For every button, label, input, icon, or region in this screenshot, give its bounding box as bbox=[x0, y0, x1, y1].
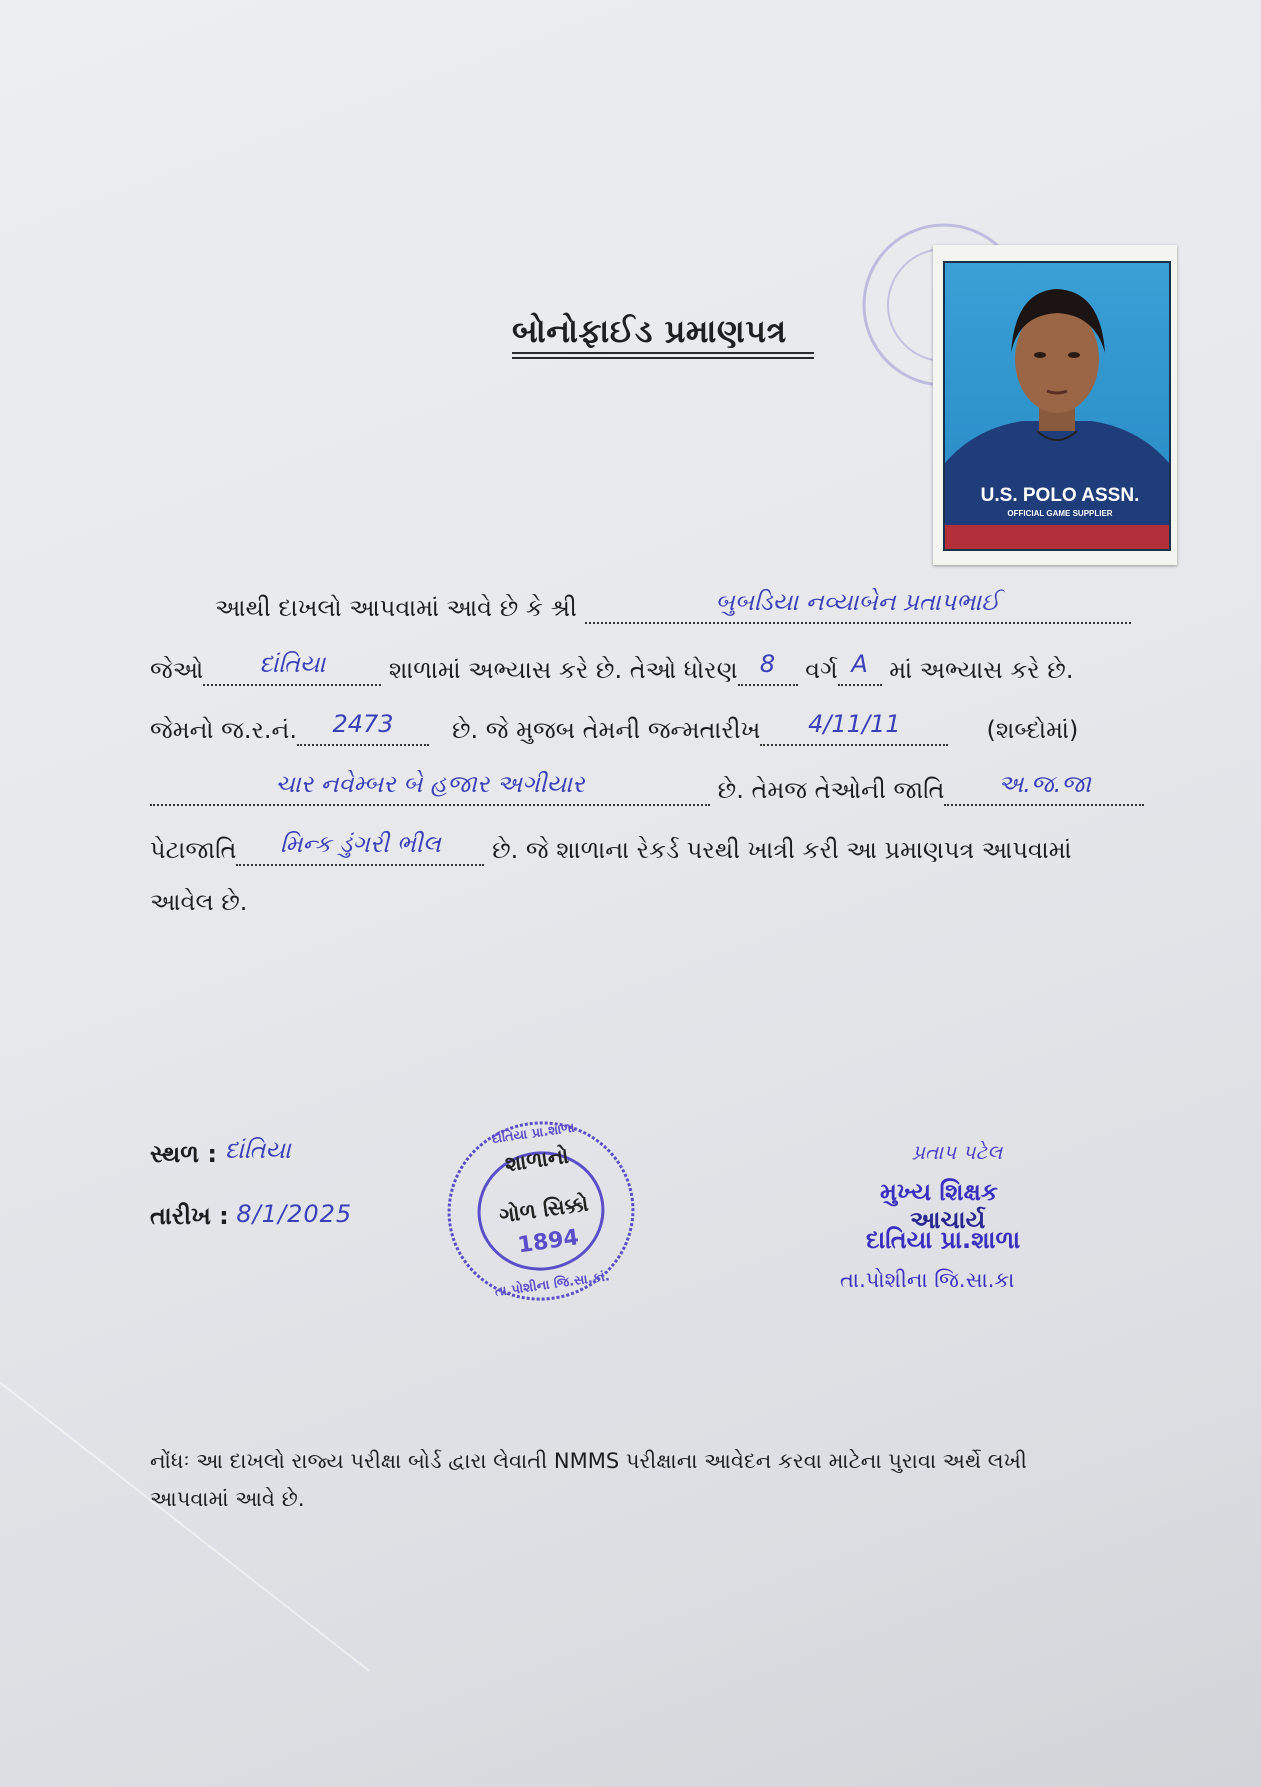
seal-number: 1894 bbox=[516, 1225, 581, 1259]
intro-text: આથી દાખલો આપવામાં આવે છે કે શ્રી bbox=[215, 594, 577, 622]
date-row bbox=[150, 1202, 450, 1230]
shirt-tagline: OFFICIAL GAME SUPPLIER bbox=[1007, 509, 1113, 518]
dob-words: ચાર નવેમ્બર બે હજાર અગીયાર bbox=[275, 770, 585, 798]
seal-ring-top: દાંતિયા પ્રા.શાળા bbox=[490, 1120, 576, 1148]
caste: અ.જ.જા bbox=[997, 770, 1091, 798]
seal-center-mid: ગોળ સિક્કો bbox=[497, 1191, 590, 1228]
signature-handwritten: પ્રતાપ પટેલ bbox=[912, 1140, 1003, 1164]
standard-field bbox=[738, 650, 798, 686]
gr-number-field bbox=[297, 710, 429, 746]
school-name: દાંતિયા bbox=[259, 650, 326, 678]
class-studies-text: માં અભ્યાસ કરે છે. bbox=[889, 656, 1074, 684]
division-field bbox=[838, 650, 882, 686]
signature-title-2: આચાર્ય bbox=[910, 1206, 986, 1234]
closing-text: આવેલ છે. bbox=[150, 888, 248, 916]
photo-background bbox=[943, 261, 1171, 551]
pre-school-text: જેઓ bbox=[150, 656, 204, 684]
line-1 bbox=[215, 588, 1186, 624]
line-5 bbox=[150, 830, 1186, 866]
line-3 bbox=[150, 710, 1186, 746]
gr-suffix-text: છે. જે મુજબ તેમની જન્મતારીખ bbox=[451, 716, 761, 744]
subcaste: મિન્ક ડુંગરી ભીલ bbox=[280, 830, 441, 858]
standard: 8 bbox=[759, 650, 776, 678]
title-underline-2 bbox=[512, 357, 814, 359]
subcaste-suffix-text: છે. જે શાળાના રેકર્ડ પરથી ખાત્રી કરી આ પ્રમાણપત્ર આપવામાં bbox=[492, 836, 1072, 864]
school-studies-text: શાળામાં અભ્યાસ કરે છે. તેઓ ધોરણ bbox=[388, 656, 738, 684]
seal-ring-bottom: તા.પોશીના જિ.સા.કાં. bbox=[494, 1269, 611, 1301]
date-label: તારીખ : bbox=[150, 1202, 229, 1230]
dob-words-field bbox=[150, 770, 710, 806]
title-underline bbox=[512, 352, 814, 354]
student-name: બુબડિયા નવ્યાબેન પ્રતાપભાઈ bbox=[715, 588, 1000, 616]
signature-school: દાતિયા પ્રા.શાળા bbox=[866, 1226, 1021, 1254]
place-value: દાંતિયા bbox=[224, 1136, 291, 1164]
footnote bbox=[150, 1442, 1100, 1518]
dob-field bbox=[760, 710, 948, 746]
signature-title-1: મુખ્ય શિક્ષક bbox=[880, 1178, 998, 1206]
line-2 bbox=[150, 650, 1186, 686]
subcaste-field bbox=[236, 830, 484, 866]
dob: 4/11/11 bbox=[808, 710, 901, 738]
shirt-brand: U.S. POLO ASSN. bbox=[980, 485, 1140, 506]
date-value: 8/1/2025 bbox=[236, 1200, 353, 1228]
gr-label: જેમનો જ.ર.નં. bbox=[150, 716, 298, 744]
caste-prefix-text: છે. તેમજ તેઓની જાતિ bbox=[717, 776, 945, 804]
words-label: (શબ્દોમાં) bbox=[986, 716, 1079, 744]
line-4 bbox=[150, 770, 1186, 806]
footnote-line-1: નોંધઃ આ દાખલો રાજ્ય પરીક્ષા બોર્ડ દ્વારા લેવાતી NMMS પરીક્ષાના આવેદન કરવા માટેના પુરાવા અર્થે લખી bbox=[150, 1449, 1027, 1473]
signature-address: તા.પોશીના જિ.સા.કા bbox=[840, 1268, 1015, 1292]
school-name-field bbox=[203, 650, 381, 686]
gr-number: 2473 bbox=[332, 710, 394, 738]
place-row bbox=[150, 1136, 450, 1168]
seal-center-top: શાળાનો bbox=[503, 1143, 571, 1177]
school-seal bbox=[432, 1105, 650, 1316]
division: A bbox=[851, 650, 868, 678]
place-label: સ્થળ : bbox=[150, 1140, 217, 1168]
subcaste-label: પેટાજાતિ bbox=[150, 836, 237, 864]
class-label: વર્ગ bbox=[805, 656, 838, 684]
page-title: બોનોફાઈડ પ્રમાણપત્ર bbox=[512, 312, 787, 350]
student-name-field bbox=[585, 588, 1131, 624]
footnote-line-2: આપવામાં આવે છે. bbox=[150, 1487, 305, 1511]
caste-field bbox=[944, 770, 1144, 806]
student-photo bbox=[933, 245, 1177, 565]
line-6 bbox=[150, 888, 1186, 916]
